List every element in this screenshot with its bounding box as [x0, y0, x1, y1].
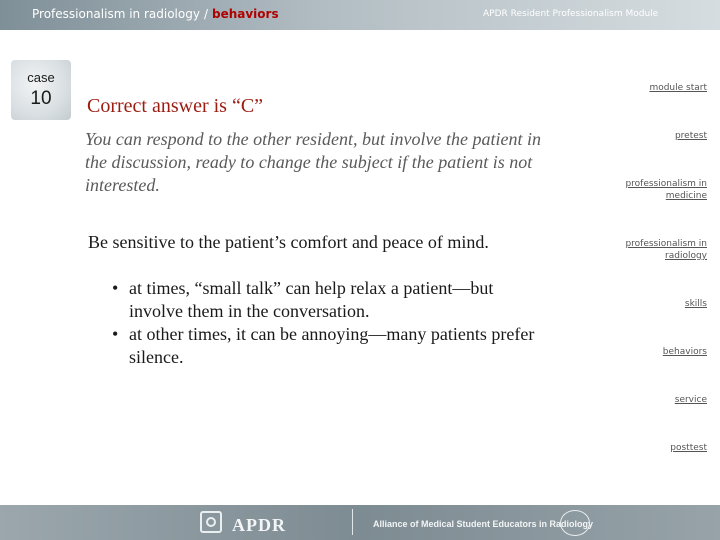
bullet-item: • at times, “small talk” can help relax a patient—but involve them in the conversation. [110, 277, 550, 323]
nav-link-behaviors[interactable]: behaviors [662, 347, 707, 357]
amser-seal-icon [560, 510, 590, 536]
key-point: Be sensitive to the patient’s comfort and peace of mind. [88, 232, 489, 252]
footer-divider [352, 509, 353, 535]
answer-explanation: You can respond to the other resident, but involve the patient in the discussion, ready to change the subject if the patient is not interested. [85, 129, 541, 195]
case-label: case [27, 70, 55, 85]
nav-link-pretest[interactable]: pretest [674, 131, 707, 141]
answer-title: Correct answer is “C” [87, 95, 264, 117]
breadcrumb [32, 7, 279, 21]
nav-link-professionalism-in-radiology[interactable]: professionalism in radiology [625, 239, 707, 261]
case-number: 10 [30, 88, 52, 109]
footer-bar [0, 505, 720, 540]
breadcrumb-current: behaviors [211, 7, 279, 21]
bullet-list [110, 277, 550, 369]
breadcrumb-separator: / [203, 7, 208, 21]
nav-link-skills[interactable]: skills [684, 299, 707, 309]
bullet-item: • at other times, it can be annoying—many patients prefer silence. [110, 323, 550, 369]
nav-link-professionalism-in-medicine[interactable]: professionalism in medicine [625, 179, 707, 201]
module-title: APDR Resident Professionalism Module [483, 9, 659, 19]
amser-logo-text: Alliance of Medical Student Educators in Radiology [373, 519, 594, 529]
module-navigation [587, 0, 707, 540]
apdr-logo-text: APDR [232, 515, 286, 535]
case-badge [11, 60, 71, 120]
nav-link-module-start[interactable]: module start [649, 83, 707, 93]
breadcrumb-root[interactable]: Professionalism in radiology [32, 7, 200, 21]
nav-link-service[interactable]: service [674, 395, 707, 405]
nav-link-posttest[interactable]: posttest [670, 443, 707, 453]
apdr-logo-icon [200, 511, 222, 533]
